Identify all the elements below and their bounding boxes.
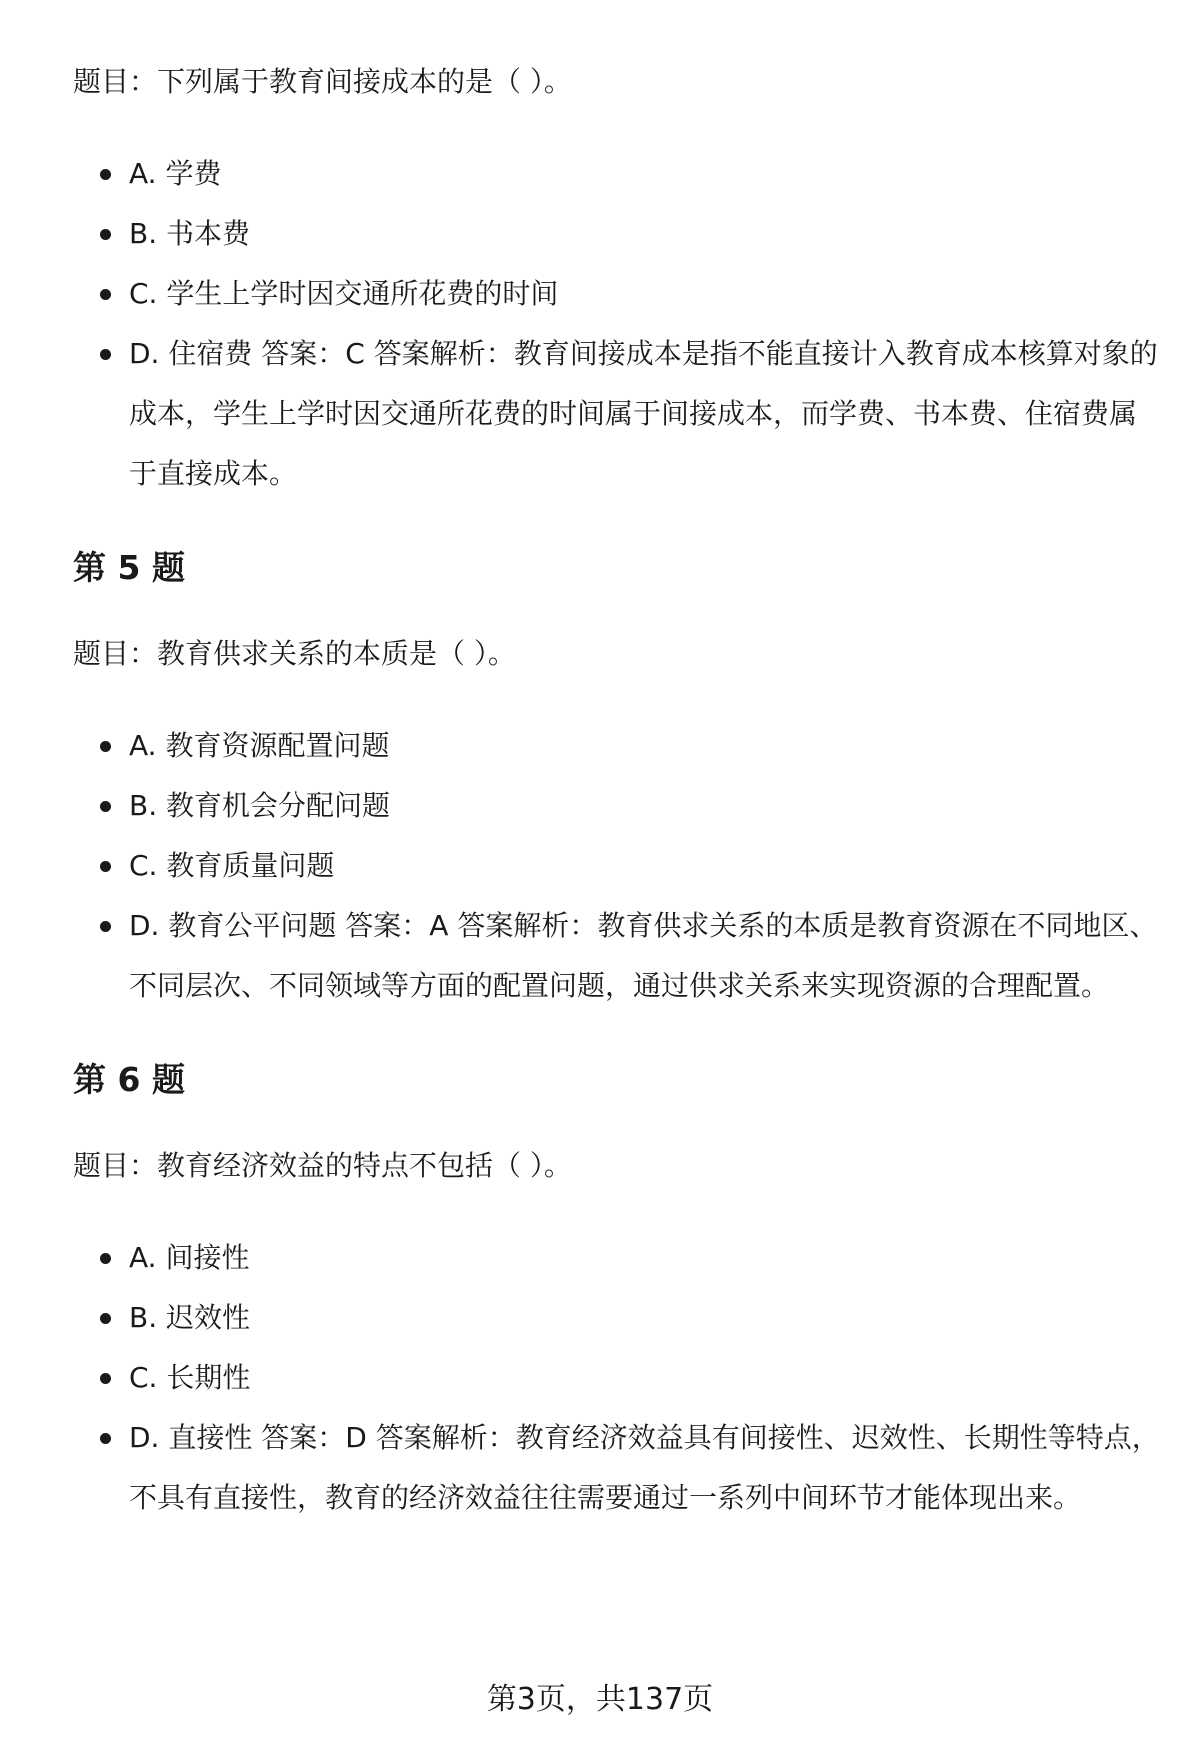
bullet-icon — [100, 229, 111, 240]
question-4-option-c: C. 学生上学时因交通所花费的时间 — [73, 264, 1163, 324]
question-6-option-b: B. 迟效性 — [73, 1288, 1163, 1348]
bullet-icon — [100, 349, 111, 360]
question-6-option-c: C. 长期性 — [73, 1348, 1163, 1408]
bullet-icon — [100, 169, 111, 180]
bullet-icon — [100, 861, 111, 872]
question-4-text: 题目：下列属于教育间接成本的是（ ）。 — [73, 65, 572, 98]
bullet-icon — [100, 921, 111, 932]
bullet-icon — [100, 741, 111, 752]
question-6-heading: 第 6 题 — [73, 1060, 185, 1099]
bullet-icon — [100, 289, 111, 300]
bullet-icon — [100, 1253, 111, 1264]
document-content — [73, 62, 1163, 1528]
question-4-option-b: B. 书本费 — [73, 204, 1163, 264]
bullet-icon — [100, 1313, 111, 1324]
question-4-option-a: A. 学费 — [73, 144, 1163, 204]
question-6-option-d-answer: D. 直接性 答案：D 答案解析：教育经济效益具有间接性、迟效性、长期性等特点，不具有直接性，教育的经济效益往往需要通过一系列中间环节才能体现出来。 — [73, 1408, 1163, 1528]
page-number-footer: 第3页，共137页 — [486, 1682, 714, 1717]
question-5-option-a: A. 教育资源配置问题 — [73, 716, 1163, 776]
question-6-text: 题目：教育经济效益的特点不包括（ ）。 — [73, 1149, 572, 1182]
question-5-option-b: B. 教育机会分配问题 — [73, 776, 1163, 836]
bullet-icon — [100, 801, 111, 812]
question-5-heading: 第 5 题 — [73, 548, 185, 587]
question-4-option-d-answer: D. 住宿费 答案：C 答案解析：教育间接成本是指不能直接计入教育成本核算对象的成本，学生上学时因交通所花费的时间属于间接成本，而学费、书本费、住宿费属于直接成本。 — [73, 324, 1163, 504]
question-4-options — [73, 144, 1163, 504]
question-6-option-a: A. 间接性 — [73, 1228, 1163, 1288]
question-5-text: 题目：教育供求关系的本质是（ ）。 — [73, 637, 516, 670]
question-5-options — [73, 716, 1163, 1016]
bullet-icon — [100, 1373, 111, 1384]
bullet-icon — [100, 1433, 111, 1444]
question-6-options — [73, 1228, 1163, 1528]
question-5-option-d-answer: D. 教育公平问题 答案：A 答案解析：教育供求关系的本质是教育资源在不同地区、不同层次、不同领域等方面的配置问题，通过供求关系来实现资源的合理配置。 — [73, 896, 1163, 1016]
question-5-option-c: C. 教育质量问题 — [73, 836, 1163, 896]
